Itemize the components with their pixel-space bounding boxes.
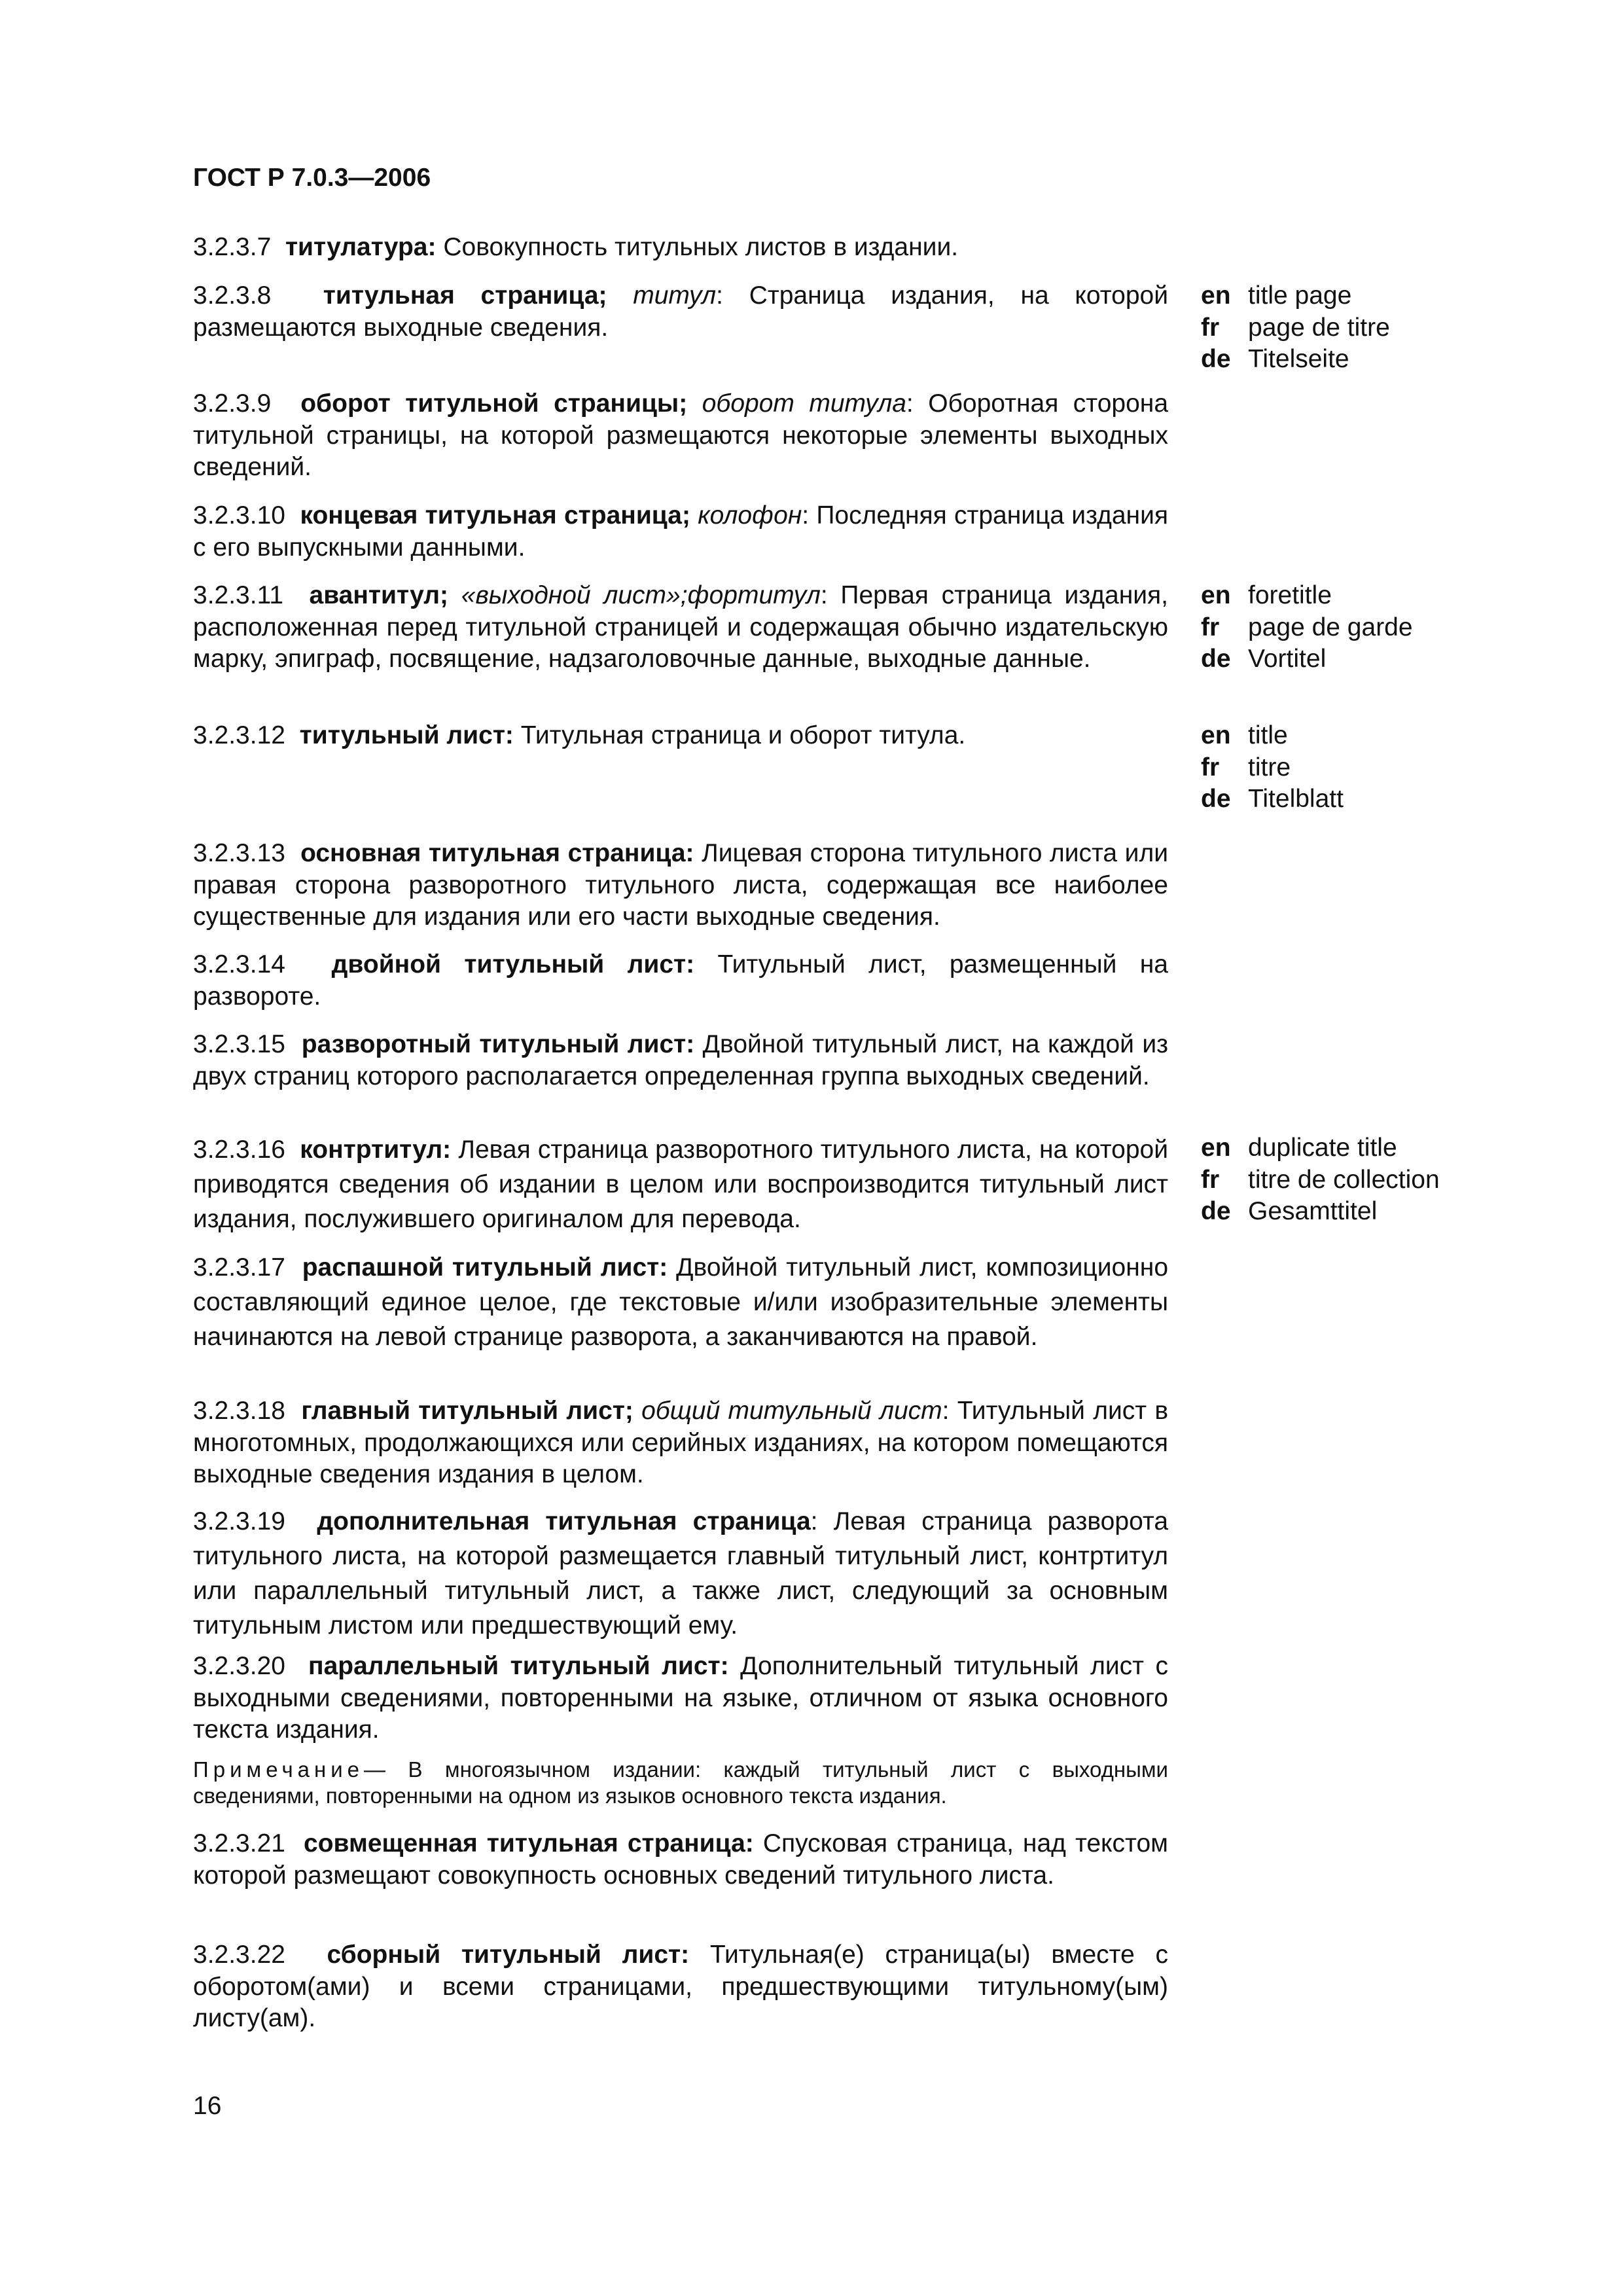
equivalent-fr [1201,612,1413,644]
term-name: сборный титульный лист: [327,1941,690,1969]
term-name: титульная страница; [323,281,607,310]
term-number: 3.2.3.9 [193,389,272,418]
term-definition: 3.2.3.11 авантитул; «выходной лист»;фортитул: Первая страница издания, расположенная перед титульной страницей и содержащая обычно издательскую марку, эпиграф, посвящение, надзаголовочные данные, выходные данные. [193,581,1169,673]
equivalent-de [1201,643,1413,675]
foreign-equivalents [1201,580,1413,675]
term-name: основная титульная страница: [300,839,694,867]
lang-code: de [1201,345,1231,373]
definition-text: Титульный лист в многотомных, продолжающихся или серийных изданиях, на котором помещаются выходные сведения издания в целом. [193,1397,1169,1488]
lang-code: fr [1201,613,1220,641]
term-definition: 3.2.3.18 главный титульный лист; общий титульный лист: Титульный лист в многотомных, продолжающихся или серийных изданиях, на котором помещаются выходные сведения издания в целом. [193,1397,1169,1488]
equivalent-text: title [1248,721,1288,749]
equivalent-text: titre de collection [1248,1165,1440,1194]
lang-code: fr [1201,753,1220,781]
definition-text: Титульный лист, размещенный на развороте. [193,950,1168,1011]
term-name: главный титульный лист; [301,1397,633,1425]
equivalent-de [1201,1196,1440,1228]
equivalent-en [1201,580,1413,612]
lang-code: en [1201,581,1231,609]
document-code: ГОСТ Р 7.0.3—2006 [193,164,431,192]
term-definition [193,838,1168,933]
definition-text: Первая страница издания, расположенная перед титульной страницей и содержащая обычно издательскую марку, эпиграф, посвящение, надзаголовочные данные, выходные данные. [193,581,1169,673]
definition-text: Титульная страница и оборот титула. [520,721,966,749]
term-number: 3.2.3.10 [193,501,285,529]
term-definition [193,1029,1168,1092]
term-definition [193,232,1168,264]
term-number: 3.2.3.18 [193,1397,285,1425]
equivalent-text: Titelseite [1248,345,1349,373]
term-name: распашной титульный лист: [302,1253,668,1282]
equivalent-text: page de garde [1248,613,1413,641]
definition-text: Страница издания, на которой размещаются выходные сведения. [193,281,1169,342]
equivalent-en [1201,280,1390,312]
lang-code: de [1201,785,1231,813]
equivalent-fr [1201,1164,1440,1196]
note-label: Примечание [193,1757,365,1782]
term-synonym: оборот титула [702,389,906,418]
term-name: параллельный титульный лист: [308,1652,729,1680]
lang-code: fr [1201,313,1220,342]
equivalent-text: foretitle [1248,581,1332,609]
term-definition: 3.2.3.10 концевая титульная страница; колофон: Последняя страница издания с его выпускными данными. [193,501,1168,562]
equivalent-fr [1201,312,1390,344]
term-name: оборот титульной страницы; [300,389,688,418]
term-definition [193,1828,1168,1892]
term-definition [193,1651,1168,1746]
term-definition [193,720,1168,752]
term-definition [193,1250,1168,1354]
definition-text: Оборотная сторона титульной страницы, на которой размещаются некоторые элементы выходных сведений. [193,389,1169,481]
term-definition: 3.2.3.19 дополнительная титульная страница: Левая страница разворота титульного листа, на которой размещается главный титульный лист, контртитул или параллельный титульный лист, а также лист, следующий за основным титульным листом или предшествующий ему. [193,1507,1169,1640]
term-synonym: колофон [698,501,802,529]
definition-text: Последняя страница издания с его выпускными данными. [193,501,1168,562]
foreign-equivalents [1201,1132,1440,1228]
term-name: разворотный титульный лист: [301,1030,695,1058]
term-name: двойной титульный лист: [331,950,695,978]
equivalent-text: page de titre [1248,313,1390,342]
lang-code: en [1201,721,1231,749]
definition-text: Левая страница разворота титульного листа, на которой размещается главный титульный лист, контртитул или параллельный титульный лист, а также лист, следующий за основным титульным листом или предшествующий ему. [193,1507,1169,1640]
equivalent-text: Gesamttitel [1248,1197,1378,1225]
definition-text: Лицевая сторона титульного листа или правая сторона разворотного титульного листа, содержащая все наиболее существенные для издания или его части выходные сведения. [193,839,1168,931]
term-synonym: общий титульный лист [641,1397,942,1425]
lang-code: de [1201,645,1231,673]
equivalent-text: titre [1248,753,1291,781]
term-definition [193,1132,1168,1236]
term-name: титулатура: [285,233,437,261]
term-name: концевая титульная страница; [300,501,690,529]
term-number: 3.2.3.8 [193,281,272,310]
term-number: 3.2.3.17 [193,1253,285,1282]
definition-text: Дополнительный титульный лист с выходными сведениями, повторенными на языке, отличном от языка основного текста издания. [193,1652,1169,1744]
note-body: — В многоязычном издании: каждый титульный лист с выходными сведениями, повторенными на одном из языков основного текста издания. [193,1757,1168,1808]
term-name: совмещенная титульная страница: [304,1829,754,1857]
foreign-equivalents [1201,720,1344,816]
term-number: 3.2.3.14 [193,950,285,978]
term-number: 3.2.3.16 [193,1136,285,1164]
term-name: дополнительная титульная страница [317,1507,811,1535]
definition-text: Левая страница разворотного титульного листа, на которой приводятся сведения об издании в целом или воспроизводится титульный лист издания, послужившего оригиналом для перевода. [193,1136,1169,1233]
term-name: титульный лист: [299,721,514,749]
term-number: 3.2.3.19 [193,1507,285,1535]
definition-text: Совокупность титульных листов в издании. [443,233,959,261]
term-definition [193,949,1168,1013]
lang-code: en [1201,1134,1231,1162]
lang-code: en [1201,281,1231,310]
definition-text: Титульная(е) страница(ы) вместе с оборотом(ами) и всеми страницами, предшествующими титульному(ым) листу(ам). [193,1941,1169,2032]
equivalent-text: Titelblatt [1248,785,1344,813]
definition-text: Двойной титульный лист, композиционно составляющий единое целое, где текстовые и/или изобразительные элементы начинаются на левой странице разворота, а заканчиваются на правой. [193,1253,1169,1351]
foreign-equivalents [1201,280,1390,376]
definition-text: Двойной титульный лист, на каждой из двух страниц которого располагается определенная группа выходных сведений. [193,1030,1168,1090]
term-name: авантитул; [309,581,449,609]
equivalent-en [1201,1132,1440,1164]
term-synonym: «выходной лист»;фортитул [461,581,821,609]
note-text [193,1757,1168,1809]
lang-code: fr [1201,1165,1220,1194]
equivalent-de [1201,783,1344,816]
equivalent-text: title page [1248,281,1352,310]
term-number: 3.2.3.22 [193,1941,285,1969]
definition-text: Спусковая страница, над текстом которой размещают совокупность основных сведений титульного листа. [193,1829,1168,1890]
term-name: контртитул: [300,1136,452,1164]
term-number: 3.2.3.15 [193,1030,285,1058]
equivalent-fr [1201,752,1344,784]
equivalent-en [1201,720,1344,752]
page-number: 16 [193,2092,222,2120]
term-definition: 3.2.3.9 оборот титульной страницы; оборот титула: Оборотная сторона титульной страницы, на которой размещаются некоторые элементы выходных сведений. [193,389,1169,481]
equivalent-text: Vortitel [1248,645,1327,673]
term-number: 3.2.3.7 [193,233,272,261]
term-number: 3.2.3.11 [193,581,284,609]
term-number: 3.2.3.13 [193,839,285,867]
term-number: 3.2.3.20 [193,1652,285,1680]
equivalent-de [1201,344,1390,376]
term-definition [193,1939,1168,2035]
term-number: 3.2.3.21 [193,1829,285,1857]
term-number: 3.2.3.12 [193,721,285,749]
equivalent-text: duplicate title [1248,1134,1397,1162]
term-synonym: титул [633,281,717,310]
lang-code: de [1201,1197,1231,1225]
term-definition: 3.2.3.8 титульная страница; титул: Страница издания, на которой размещаются выходные сведения. [193,281,1169,342]
